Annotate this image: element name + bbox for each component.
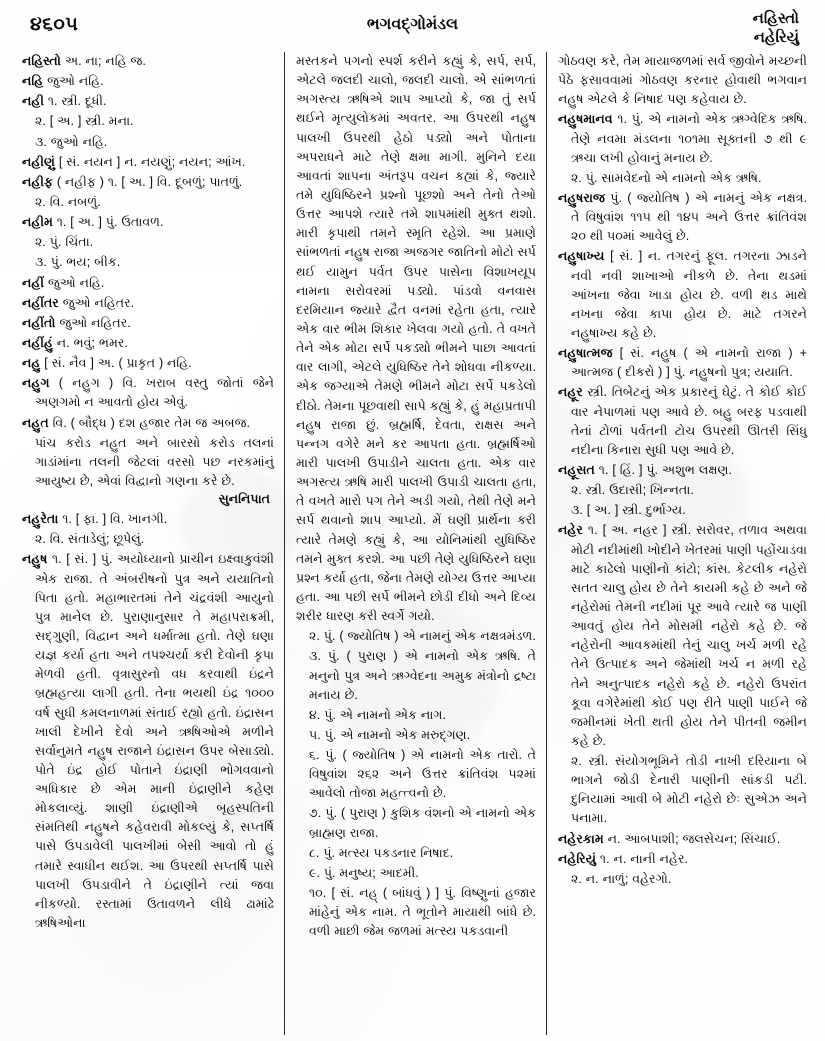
entry-headword: નહીફ — [22, 174, 53, 189]
dictionary-entry — [22, 354, 274, 373]
entry-headword: નહી — [22, 94, 44, 109]
entry-headword: નહુષરાજ — [558, 190, 605, 205]
entry-sense: ૪. પું. એ નામનો એક નાગ. — [309, 707, 446, 722]
column-area — [22, 52, 807, 1035]
dictionary-entry — [558, 461, 807, 480]
entry-definition: ૧. [ અ. ] પું. ઉતાવળ. — [52, 215, 164, 230]
entry-definition: ૧. [ હિં. ] પું. અશુભ લક્ષણ. — [594, 462, 733, 477]
entry-definition: ૧. [ સં. ] પું. અયોધ્યાનો પ્રાચીન ઇક્ષ્વાકુવંશી એક રાજા. તે અંબરીષનો પુત્ર અને યયાતિનો પિતા હતો. મહાભારતમાં તેને ચંદ્રવંશી આયુનો પુત્ર માનેલ છે. પુરાણાનુસાર તે મહાપરાક્રમી, સદ્‌ગુણી, વિદ્વાન અને ધર્માત્મા હતો. તેણે ઘણા યજ્ઞ કર્યા હતા અને તપશ્ચર્યા કરી દેવોની કૃપા મેળવી હતી. વૃત્રાસુરનો વધ કરવાથી ઇંદ્રને બ્રહ્મહત્યા લાગી હતી. તેના ભયથી ઇંદ્ર ૧૦૦૦ વર્ષ સુધી કમલનાળમાં સંતાઈ રહ્યો હતો. ઇંદ્રાસન ખાલી દેખીને દેવો અને ઋષિઓએ મળીને સર્વાનુમતે નહુષ રાજાને ઇંદ્રાસન ઉપર બેસાડ્યો. પોતે ઇંદ્ર હોઈ પોતાને ઇંદ્રાણી ભોગવવાનો અધિકાર છે એમ માની ઇંદ્રાણીને કહેણ મોકલાવ્યું. શાણી ઇંદ્રાણીએ બૃહસ્પતિની સંમતિથી નહુષને કહેવરાવી મોકલ્યું કે, સપ્તર્ષિ પાસે ઉપડાવેલી પાલખીમાં બેસી આવો તો હું તમારે સ્વાધીન થઈશ. આ ઉપરથી સપ્તર્ષિ પાસે પાલખી ઉપડાવીને તે ઇંદ્રાણીને ત્યાં જવા નીકળ્યો. રસ્તામાં ઉતાવળને લીધે ઢામાંઢે ઋષિઓના — [35, 552, 274, 931]
entry-headword: નહીં — [22, 275, 44, 290]
entry-definition: પું. ( જ્યોતિષ ) એ નામનું એક નક્ષત્ર. તે વિષુવાંશ ૧૧૫ થી ૧૪૫ અને ઉત્તર ક્રાંતિવંશ ૨૦ થી ૫૦માં આવેલું છે. — [571, 190, 807, 244]
entry-headword: નહેરિયું — [558, 851, 597, 866]
entry-definition: [ સં. નહુષ ( એ નામનો રાજા ) + આત્મજ ( દીકરો ) ] પું. નહુષનો પુત્ર; યયાતિ. — [571, 346, 807, 380]
entry-headword: નહુષાખ્ય — [558, 249, 605, 264]
entry-sense: ૨. પું. ચિંતા. — [35, 235, 94, 250]
entry-definition: વિ. ( બૌદ્ધ ) દશ હજાર તેમ જ અબજ. — [48, 415, 251, 430]
entry-sense: ૨. વિ. નબળું. — [35, 194, 101, 209]
guide-words — [753, 10, 799, 48]
entry-headword: નહેર — [558, 523, 583, 538]
entry-sense: ૨. ન. નાળું; વહેરગો. — [571, 871, 672, 886]
entry-definition: જુઓ નહિ. — [43, 74, 104, 89]
entry-headword: નહુષ — [22, 552, 48, 567]
dictionary-entry — [22, 72, 274, 91]
entry-sense: ૩. [ અ. ] સ્ત્રી. દુર્ભાગ્ય. — [571, 503, 686, 518]
entry-headword: નહીમ — [22, 215, 53, 230]
dictionary-entry — [558, 110, 807, 167]
entry-headword: નહૂસત — [558, 462, 595, 477]
entry-definition: ૧. સ્ત્રી. દૂધી. — [43, 94, 107, 109]
entry-headword: નહૂર — [558, 385, 583, 400]
dictionary-entry — [22, 414, 274, 433]
entry-definition: ન. ભવું; ભમર. — [52, 335, 128, 350]
text-column-1 — [22, 52, 284, 1035]
entry-definition: ૧. ન. નાની નહેર. — [596, 851, 688, 866]
entry-headword: નહીંતો — [22, 315, 56, 330]
entry-headword: નહુગ — [22, 376, 50, 391]
entry-definition: ૧. પું. એ નામનો એક ઋગ્વેદિક ઋષિ. તેણે નવમા મંડલના ૧૦૧મા સૂક્તની ૭ થી ૯ ઋચા લખી હોવાનું મનાય છે. — [571, 112, 807, 165]
entry-sense: ૩. પું. ( પુરાણ ) એ નામનો એક ઋષિ. તે મનુનો પુત્ર અને ઋગ્વેદના અમુક મંત્રોનો દ્રષ્ટા મનાય છે. — [309, 649, 536, 702]
entry-sense: ૬. પું. ( જ્યોતિષ ) એ નામનો એક તારો. તે વિષુવાંશ ૨૬૨ અને ઉત્તર ક્રાંતિવંશ ૫૨માં આવેલો તોજા મહત્ત્વનો છે. — [309, 748, 536, 801]
entry-definition: [ સં. નૈવ ] અ. ( પ્રાકૃત ) નહિ. — [40, 356, 192, 371]
dictionary-entry — [558, 830, 807, 849]
entry-sense: ૨. વિ. સંતાડેલું; છૂપેલું. — [35, 532, 145, 547]
text-column-3 — [546, 52, 807, 1035]
entry-headword: નહીંતર — [22, 295, 59, 310]
entry-sense: ૯. પું. મનુષ્ય; આદમી. — [309, 865, 419, 880]
entry-definition: [ સં. ] ન. તગરનું ફૂલ. તગરના ઝાડને નવી નવી શાખાઓ નીકળે છે. તેના થડમાં આંખના જેવા ખાડા હોય છે. વળી થડ માથે નખના જેવા કાપા હોય છે. માટે તગરને નહુષાખ્ય કહે છે. — [571, 249, 807, 340]
entry-headword: નહીણું — [22, 154, 55, 169]
guide-word-last: નહેરિયું — [753, 28, 799, 46]
entry-headword: નહિ — [22, 74, 44, 89]
dictionary-entry — [22, 173, 274, 192]
entry-headword: નહીંહું — [22, 335, 53, 350]
entry-headword: નહુષમાનવ — [558, 112, 613, 127]
guide-word-first: નહિસ્તો — [752, 10, 799, 27]
dictionary-entry — [22, 334, 274, 353]
entry-definition: ન. આબપાશી; જલસેચન; સિંચાઈ. — [603, 831, 781, 846]
dictionary-entry — [22, 213, 274, 232]
entry-body-text: મસ્તકને પગનો સ્પર્શ કરીને કહ્યું કે, સર્પ, સર્પ, એટલે જલદી ચાલો, જલદી ચાલો. એ સાંભળતાં અગસ્ત્ય ઋષિએ શાપ આપ્યો કે, જા તું સર્પ થઈને મૃત્યુલોકમાં અવતર. આ ઉપરથી નહુષ પાલખી ઉપરથી હેઠો પડ્યો અને પોતાના અપરાધને માટે તેણે ક્ષમા માગી. મુનિને દયા આવતાં શાપના અંતરૂપ વચન કહ્યાં કે, જ્યારે તમે યુધિષ્ઠિરને પ્રશ્નો પૂછશો અને તેનો તેઓ ઉત્તર આપશે ત્યારે તમે શાપમાંથી મુક્ત થશો. મારી કૃપાથી તમને સ્મૃતિ રહેશે. આ પ્રમાણે સાંભળતાં નહુષ રાજા અજગર જાતિનો મોટો સર્પ થઈ યામુન પર્વત ઉપર પાસેના વિશાખયૂપ નામના સરોવરમાં પડ્યો. પાંડવો વનવાસ દરમિયાન જ્યારે દ્વૈત વનમાં રહેતા હતા, ત્યારે એક વાર ભીમ શિકાર ખેલવા ગયો હતો. તે વખતે તેને એક મોટા સર્પે પકડ્યો ભીમને પાછા આવતાં વાર લાગી, એટલે યુધિષ્ઠિર તેને શોધવા નીકળ્યા. એક જગ્યાએ તેમણે ભીમને મોટા સર્પે પકડેલો દીઠો. તેમના પૂછવાથી સાપે કહ્યું કે, હું મહાપ્રતાપી નહુષ રાજા છું. બ્રહ્મર્ષિ, દેવતા, રાક્ષસ અને પન્નગ વગેરે મને કર આપતા હતા. બ્રહ્મર્ષિઓ મારી પાલખી ઉપાડીને ચાલતા હતા. એક વાર અગસ્ત્ય ઋષિ મારી પાલખી ઉપાડી ચાલતા હતા, તે વખતે મારો પગ તેને અડી ગયો, તેથી તેણે મને સર્પ થવાનો શાપ આપ્યો. મેં ઘણી પ્રાર્થના કરી ત્યારે તેમણે કહ્યું કે, આ યોનિમાંથી યુધિષ્ઠિર તમને મુક્ત કરશે. આ પછી તેણે યુધિષ્ઠિરને ઘણા પ્રશ્ન કર્યા હતા, જેના તેમણે યોગ્ય ઉત્તર આપ્યા હતા. આ પછી સર્પે ભીમને છોડી દીધો અને દિવ્ય શરીર ધારણ કરી સ્વર્ગે ગયો. — [296, 54, 536, 624]
page-number: ૪૬૦૫ — [30, 14, 79, 35]
dictionary-entry — [558, 344, 807, 382]
dictionary-entry — [558, 189, 807, 246]
dictionary-entry — [22, 314, 274, 333]
dictionary-entry — [22, 92, 274, 111]
book-title: ભગવદ્ગોમંડલ — [366, 16, 459, 33]
dictionary-entry — [558, 850, 807, 869]
dictionary-entry — [558, 521, 807, 751]
dictionary-entry — [22, 550, 274, 933]
entry-definition: [ સં. નયન ] ન. નયણું; નયન; આંખ. — [54, 154, 246, 169]
entry-sense: ૩. પું. ભય; બીક. — [35, 255, 121, 270]
source-attribution: સુનનિપાત — [218, 492, 270, 507]
entry-definition: ( નહુગ ) વિ. ખરાબ વસ્તુ જોતાં જેને અણગમો ન આવતો હોય એવું. — [35, 376, 274, 410]
entry-sense: ૫. પું. એ નામનો એક મરુદ્‌ગણ. — [309, 727, 471, 742]
entry-sense: ૮. પું. મત્સ્ય પકડનાર નિષાદ. — [309, 845, 454, 860]
entry-definition: સ્ત્રી. તિબેટનું એક પ્રકારનું ઘેટું. તે કોઈ કોઈ વાર નેપાળમાં પણ આવે છે. બહુ બરફ પડવાથી તેનાં ટોળાં પર્વતની ટોચ ઉપરથી ઊતરી સિંધુ નદીના કિનારા સુધી પણ આવે છે. — [571, 385, 807, 457]
running-head — [0, 8, 825, 54]
dictionary-entry — [22, 510, 274, 529]
entry-definition: ૧. [ ફા. ] વિ. ખાનગી. — [58, 512, 168, 527]
entry-definition: ૧. [ અ. નહર ] સ્ત્રી. સરોવર, તળાવ અથવા મોટી નદીમાંથી ખોદીને ખેતરમાં પાણી પહોંચાડવા માટે કાઢેલો પાણીનો કાંટો; કાંસ. કેટલીક નહેરો સતત ચાલુ હોય છે તેને કાયમી કહે છે અને જે નહેરોમાં તેમની નદીમાં પૂર આવે ત્યારે જ પાણી આવતું હોય તેને મોસમી નહેરો કહે છે. જે નહેરોની આવકમાંથી તેનું ચાલુ ખર્ચ મળી રહે તેને ઉત્પાદક અને જેમાંથી ખર્ચ ન મળી રહે તેને અનુત્પાદક નહેરો કહે છે. નહેરો ઉપરાંત કૂવા વગેરેમાંથી કોઈ પણ રીતે પાણી પાઈને જે જમીનમાં ખેતી થતી હોય તેને પીતની જમીન કહે છે. — [571, 523, 807, 748]
entry-sense: ૨. પું. ( જ્યોતિષ ) એ નામનું એક નક્ષત્રમંડળ. — [309, 629, 536, 644]
entry-sense: ૧૦. [ સં. નહ્ ( બાંધવું ) ] પું. વિષ્ણુનાં હજાર માંહેનું એક નામ. તે ભૂતોને માયાથી બાંધે છે. વળી માછી જેમ જળમાં મત્સ્ય પકડવાની — [309, 886, 536, 939]
entry-headword: નહુષાત્મજ — [558, 346, 613, 361]
entry-headword: નહેરકામ — [558, 831, 604, 846]
dictionary-entry — [22, 153, 274, 172]
entry-definition: જુઓ નહિતર. — [58, 295, 135, 310]
entry-definition: જુઓ નહિતર. — [55, 315, 131, 330]
dictionary-entry — [558, 383, 807, 460]
entry-sense: ૨. [ અ. ] સ્ત્રી. મના. — [35, 114, 134, 129]
entry-headword: નહુરેતા — [22, 512, 59, 527]
entry-body-text: ગોઠવણ કરે, તેમ માયાજળમાં સર્વ જીવોને મચ્છની પેઠે ફસાવવામાં ગોઠવણ કરનાર હોવાથી ભગવાન નહુષ એટલે કે નિષાદ પણ કહેવાય છે. — [558, 54, 807, 107]
entry-sense: ૨. પું. સામવેદનો એ નામનો એક ઋષિ. — [571, 170, 762, 185]
entry-definition: અ. ના; નહિ જ. — [60, 54, 146, 68]
entry-sense: ૭. પું. ( પુરાણ ) કુશિક વંશનો એ નામનો એક બ્રાહ્મણ રાજા. — [309, 806, 536, 840]
dictionary-entry — [558, 247, 807, 343]
entry-headword: નહુ — [22, 356, 41, 371]
entry-body-text: પાંચ કરોડ નહુત અને બારસો કરોડ તલનાં ગાડાંમાંના તલની જેટલાં વરસો પછ નરકમાંનું આયુષ્ય છે, એવાં વિદ્વાનો ગણના કરે છે. — [35, 435, 274, 488]
dictionary-entry — [22, 274, 274, 293]
entry-sense: ૨. સ્ત્રી. સંયોગભૂમિને તોડી નાખી દરિયાના બે ભાગને જોડી દેનારી પાણીની સાંકડી પટી. દુનિયામાં આવી બે મોટી નહેરો છેઃ સુએઝ અને પનામા. — [571, 754, 807, 826]
entry-headword: નહિસ્તો — [22, 54, 61, 68]
entry-sense: ૨. સ્ત્રી. ઉદાસી; ખિન્નતા. — [571, 483, 694, 498]
entry-headword: નહુત — [22, 415, 49, 430]
entry-definition: જુઓ નહિ. — [43, 275, 105, 290]
text-column-2 — [284, 52, 546, 1035]
entry-sense: ૩. જુઓ નહિ. — [35, 134, 108, 149]
dictionary-entry — [22, 52, 274, 71]
dictionary-entry — [22, 374, 274, 412]
dictionary-entry — [22, 294, 274, 313]
entry-definition: ( નહીફ ) ૧. [ અ. ] વિ. દૂબળું; પાતળું. — [52, 174, 243, 189]
